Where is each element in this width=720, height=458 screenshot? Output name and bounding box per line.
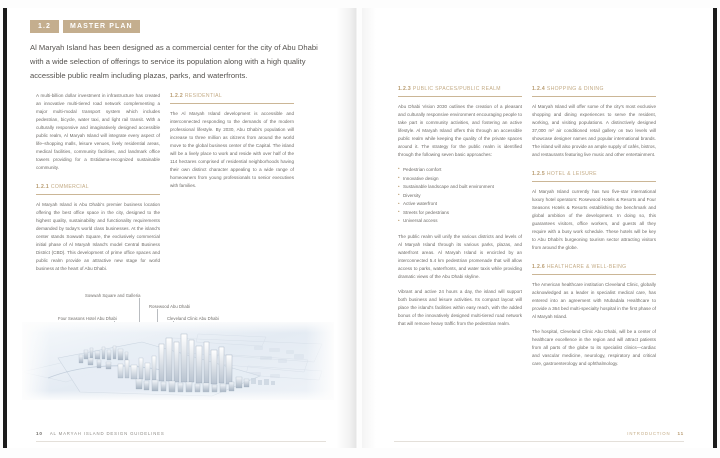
left-column-1 bbox=[36, 92, 160, 280]
heading-public-spaces bbox=[398, 85, 522, 97]
heading-commercial-title: COMMERCIAL bbox=[50, 184, 89, 190]
callout-rosewood: Rosewood Abu Dhabi bbox=[149, 304, 191, 309]
paragraph-shopping-dining: Al Maryah Island will offer some of the city's most exclusive shopping and dining experiences to serve the resident, working, and visiting populations. A distinctively designed 37,000 m² air conditioned retail gallery on two levels will showcase designer names and popular international brands. The island will also provide an ample supply of cafés, bistros, and restaurants featuring live music and other entertainment. bbox=[532, 103, 656, 157]
callout-cleveland-clinic: Cleveland Clinic Abu Dhabi bbox=[167, 316, 219, 321]
heading-commercial bbox=[36, 183, 160, 195]
footer-rule-right bbox=[394, 441, 684, 442]
heading-shopping-dining-title: SHOPPING & DINING bbox=[546, 86, 604, 92]
heading-shopping-dining bbox=[532, 85, 656, 97]
page-number-right: 11 bbox=[677, 431, 684, 436]
intro-paragraph: Al Maryah Island has been designed as a commercial center for the city of Abu Dhabi with a wide selection of offerings to service its population along with a high quality accessible public realm including plazas, parks, and waterfronts. bbox=[30, 43, 318, 80]
section-title-badge: MASTER PLAN bbox=[63, 20, 140, 33]
heading-hotel-leisure-title: HOTEL & LEISURE bbox=[546, 170, 597, 177]
heading-healthcare-title: HEALTHCARE & WELL-BEING bbox=[546, 263, 627, 270]
footer-left bbox=[36, 431, 165, 436]
heading-hotel-leisure bbox=[532, 170, 656, 182]
page-edge-right bbox=[713, 8, 717, 448]
callout-four-seasons: Four Seasons Hotel Abu Dhabi bbox=[58, 316, 117, 321]
paragraph-cleveland-clinic: The American healthcare institution Cleveland Clinic, globally acknowledged as a leader in specialist medical care, has entered into an agreement with Mubadala Healthcare to provide a 364 bed multi-specialty hospital in the first phase of Al Maryah Island. bbox=[532, 281, 656, 319]
heading-commercial-number: 1.2.1 bbox=[36, 184, 50, 190]
list-item: • Active waterfront bbox=[398, 200, 522, 209]
callout-sowwah-square: Sowwah Square and Galleria bbox=[85, 293, 141, 298]
section-header bbox=[30, 20, 140, 33]
left-column-2 bbox=[170, 92, 294, 197]
paragraph-residential: The Al Maryah Island development is accessible and interconnected responding to the demands of the modern professional lifestyle. By 2030, Abu Dhabi's population will increase to three million as citizens from around the world move to the global business center of the Capital. The island will be a lively place to work and reside with over half of the 114 hectares comprised of residential neighborhoods having their own distinct character appealing to a wide range of homeowners from young professionals to senior executives with families. bbox=[170, 110, 294, 188]
footer-right bbox=[627, 431, 684, 436]
heading-residential-number: 1.2.2 bbox=[170, 93, 184, 99]
footer-rule-left bbox=[36, 441, 326, 442]
paragraph-vision-2030: Abu Dhabi Vision 2030 outlines the creation of a pleasant and culturally responsive environment encouraging people to take part in community activities, and fostering an active lifestyle. Al Maryah Island offers this through an accessible public realm while keeping the quality of the private spaces around it. The strategy for the public realm is identified through the following seven basic approaches: bbox=[398, 103, 522, 157]
list-item: • Innovative design bbox=[398, 175, 522, 184]
paragraph-hospital-specialties: The hospital, Cleveland Clinic Abu Dhabi, will be a center of healthcare excellence in the region and will attract patients from all parts of the globe to its specialist clinics—cardiac and vascular medicine, neurology, respiratory and critical care, gastroenterology and ophthalmology. bbox=[532, 328, 656, 366]
heading-healthcare bbox=[532, 263, 656, 275]
paragraph-hotel-leisure: Al Maryah Island currently has two five-star international luxury hotel operators: Rosewood Hotels & Resorts and Four Seasons Hotels & Resorts establishing the benchmark and global ambition of the development. In doing so, this guarantees visitors, office workers, and guests all they require with a busy work schedule. These hotels will be key to Abu Dhabi's burgeoning tourism sector attracting visitors from around the globe. bbox=[532, 188, 656, 250]
heading-public-spaces-number: 1.2.3 bbox=[398, 86, 412, 92]
public-realm-approaches-list bbox=[398, 166, 522, 226]
footer-label-right: INTRODUCTION bbox=[627, 431, 671, 436]
list-item: • Sustainable landscape and built environment bbox=[398, 183, 522, 192]
heading-residential bbox=[170, 92, 294, 104]
list-item: • Pedestrian comfort bbox=[398, 166, 522, 175]
list-item: • Diversity bbox=[398, 192, 522, 201]
page-number-left: 10 bbox=[36, 431, 43, 436]
rendering-artwork bbox=[22, 322, 334, 400]
paragraph-promenade: The public realm will unify the various districts and levels of Al Maryah Island through its various parks, plazas, and waterfront areas. Al Maryah Island is encircled by an interconnected 5.4 km pedestrian promenade that will allow access to parks, waterfronts, and water taxis while providing dramatic views of the Abu Dhabi skyline. bbox=[398, 233, 522, 279]
right-column-1 bbox=[398, 85, 522, 335]
paragraph-infrastructure: A multi-billion dollar investment in infrastructure has created an innovative multi-tiered road network complementing a major multi-modal transport system which includes pedestrian, bicycle, water taxi, and light rail transit. With a culturally responsive and imaginatively designed accessible public realm, Al Maryah Island will integrate every aspect of life–shopping malls, leisure venues, lively residential areas, medical facilities, community facilities, and landmark office towers providing for a Estidama-recognized sustainable community. bbox=[36, 93, 160, 170]
heading-residential-title: RESIDENTIAL bbox=[184, 93, 223, 99]
paragraph-vibrant-active: Vibrant and active 24 hours a day, the island will support both business and leisure activities. Its compact layout will place the island's facilities within easy reach, with the added bonus of the innovatively designed multi-tiered road network that will remove heavy traffic from the pedestrian realm. bbox=[398, 288, 522, 326]
heading-hotel-leisure-number: 1.2.5 bbox=[532, 170, 546, 177]
island-masterplan-rendering bbox=[22, 322, 334, 400]
footer-label-left: AL MARYAH ISLAND DESIGN GUIDELINES bbox=[49, 431, 165, 436]
list-item: • Streets for pedestrians bbox=[398, 209, 522, 218]
paragraph-commercial: Al Maryah Island is Abu Dhabi's premier business location offering the best office space in the city, designed to the highest quality, sustainability and functionality requirements demanded by today's world class businesses. At the island's center stands Sowwah Square, the exclusively commercial initial phase of Al Maryah Island's model Central Business District (CBD). This development of prime office spaces and public realm provide an attractive new stage for world business at the heart of Abu Dhabi. bbox=[36, 201, 160, 271]
heading-shopping-dining-number: 1.2.4 bbox=[532, 86, 546, 92]
right-column-2 bbox=[532, 85, 656, 375]
heading-public-spaces-title: PUBLIC SPACES/PUBLIC REALM bbox=[412, 86, 501, 92]
section-number-badge: 1.2 bbox=[30, 20, 59, 33]
heading-healthcare-number: 1.2.6 bbox=[532, 263, 546, 270]
list-item: • Universal access bbox=[398, 217, 522, 226]
